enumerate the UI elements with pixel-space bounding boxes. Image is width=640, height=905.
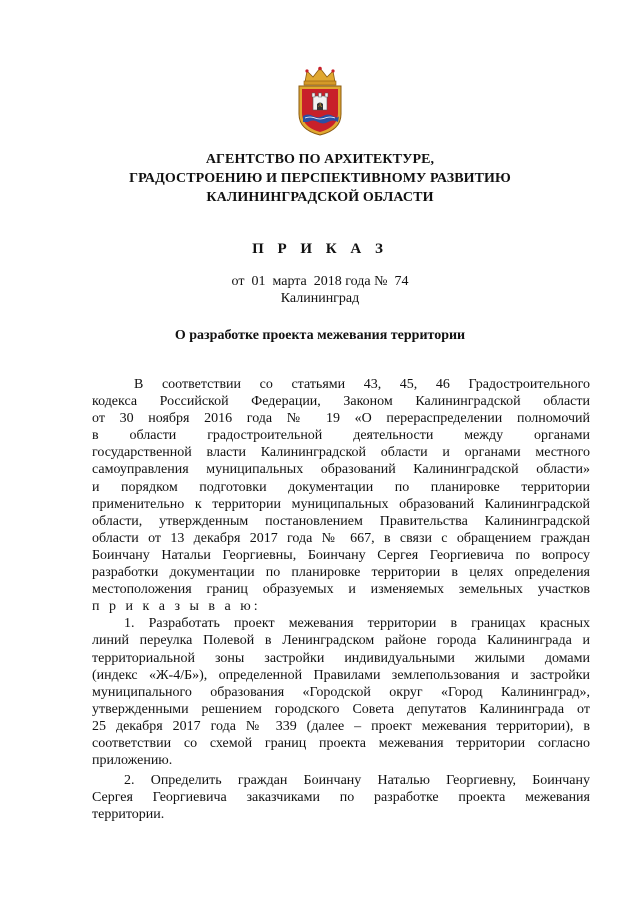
text-line: территориальной зоны застройки индивидуальными жилыми домами [92, 650, 590, 666]
text-line: территории. [92, 807, 165, 823]
text-line: (индекс «Ж-4/Б»), определенной Правилами землепользования и застройки [92, 667, 590, 683]
svg-text:A: A [317, 103, 323, 109]
preamble-paragraph [92, 376, 590, 615]
item-2-paragraph [92, 772, 590, 823]
text-line: кодекса Российской Федерации, Законом Калининградской области [92, 394, 590, 410]
text-line: разработки документации по планировке территории в целях определения [92, 565, 590, 581]
text-line: 25 декабря 2017 года № 339 (далее – проект межевания территории), в [92, 718, 590, 734]
agency-line: ГРАДОСТРОЕНИЮ И ПЕРСПЕКТИВНОМУ РАЗВИТИЮ [129, 171, 511, 186]
agency-name [100, 150, 540, 207]
item-1-paragraph [92, 615, 590, 769]
text-line: приложению. [92, 753, 173, 769]
text-line: Сергея Георгиевича заказчиками по разработке проекта межевания [92, 790, 590, 806]
text-line: от 30 ноября 2016 года № 19 «О перераспределении полномочий [92, 411, 590, 427]
kaliningrad-coat-of-arms-icon [293, 66, 347, 136]
order-subject: О разработке проекта межевания территории [174, 328, 466, 343]
text-line: утвержденными решением городского Совета депутатов Калининграда от [92, 701, 590, 717]
text-line: В соответствии со статьями 43, 45, 46 Градостроительного [134, 377, 590, 392]
text-line: муниципального образования «Городской округ «Город Калининград», [92, 684, 590, 700]
agency-line: АГЕНТСТВО ПО АРХИТЕКТУРЕ, [205, 152, 435, 167]
order-title: П Р И К А З [252, 241, 388, 257]
text-line: применительно к территории муниципальных образований Калининградской [92, 496, 590, 512]
text-line: государственной власти Калининградской области и органами местного [92, 445, 590, 461]
text-line: в области градостроительной деятельности между органами [92, 428, 590, 444]
text-line: области, утвержденным постановлением Правительства Калининградской [92, 513, 590, 529]
text-line: Боинчану Натальи Георгиевны, Боинчану Сергея Георгиевича по вопросу [92, 547, 590, 563]
text-line: местоположения границ образуемых и изменяемых земельных участков [92, 582, 590, 598]
text-line: 2. Определить граждан Боинчану Наталью Георгиевну, Боинчану [124, 773, 590, 789]
text-line: соответствии со схемой границ проекта межевания территории согласно [92, 735, 590, 751]
text-line: линий переулка Полевой в Ленинградском районе города Калининграда и [92, 633, 590, 649]
order-city: Калининград [280, 291, 360, 306]
agency-line: КАЛИНИНГРАДСКОЙ ОБЛАСТИ [206, 190, 434, 205]
order-date-number: от 01 марта 2018 года № 74 [231, 274, 409, 289]
text-line: области от 13 декабря 2017 года № 667, в связи с обращением граждан [92, 530, 590, 546]
text-line: и порядком подготовки документации по планировке территории [92, 479, 590, 495]
order-body [92, 376, 590, 823]
text-line: самоуправления муниципальных образований Калининградской области» [92, 462, 590, 478]
decree-word: п р и к а з ы в а ю: [92, 599, 261, 615]
text-line: 1. Разработать проект межевания территории в границах красных [124, 616, 590, 632]
